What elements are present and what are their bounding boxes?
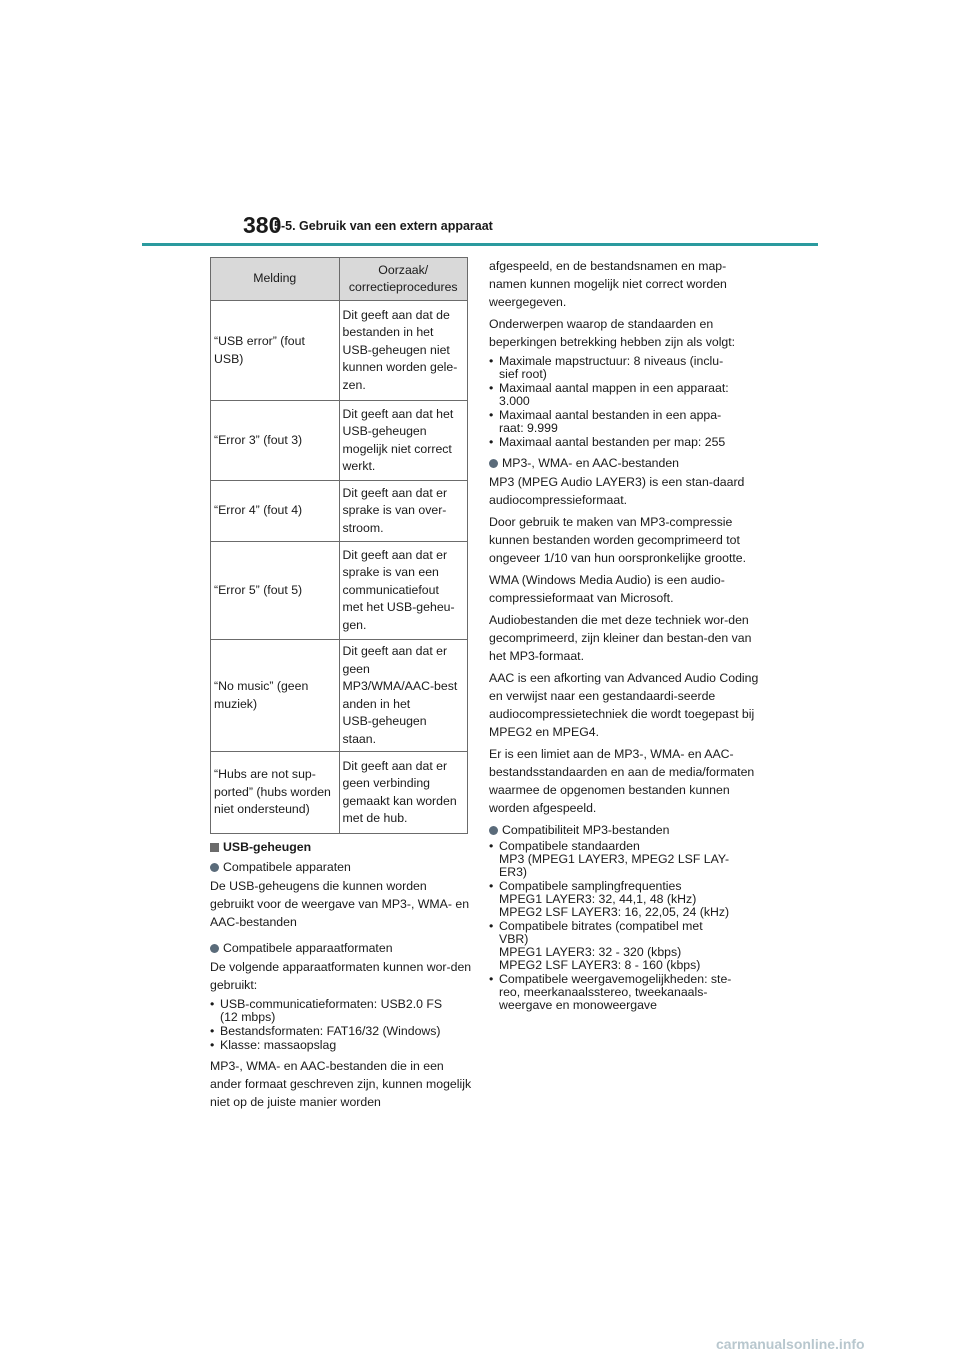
table-cell-message: “USB error” (fout USB): [211, 301, 340, 401]
compat-mp3-heading-label: Compatibiliteit MP3-bestanden: [502, 823, 670, 837]
header-rule: [142, 243, 818, 246]
compat-devices-heading-label: Compatibele apparaten: [223, 860, 351, 874]
files-heading-label: MP3-, WMA- en AAC-bestanden: [502, 456, 680, 470]
table-cell-cause: Dit geeft aan dat er sprake is van over- stroom.: [339, 481, 468, 542]
table-row: [211, 752, 468, 834]
paragraph: Er is een limiet aan de MP3-, WMA- en AAC-bestandsstandaarden en aan de media/formaten waarmee de opgenomen bestanden kunnen worden afgespeeld.: [489, 747, 755, 815]
compat-formats-text: De volgende apparaatformaten kunnen wor-den gebruikt:: [210, 960, 472, 992]
compat-formats-heading: [210, 939, 472, 957]
list-item: • Maximale mapstructuur: 8 niveaus (inclu- sief root): [489, 355, 759, 381]
list-item: • USB-communicatieformaten: USB2.0 FS (12 mbps): [210, 998, 472, 1024]
continuation-text: afgespeeld, en de bestandsnamen en map-namen kunnen mogelijk niet correct worden weergegeven.: [489, 259, 727, 309]
table-cell-message: “Error 3” (fout 3): [211, 401, 340, 481]
right-column: [489, 257, 759, 1017]
page-number: 380: [243, 212, 282, 238]
compat-mp3-heading: [489, 821, 759, 839]
section-title: 5-5. Gebruik van een extern apparaat: [274, 219, 493, 233]
circle-bullet-icon: [210, 863, 219, 872]
table-row: [211, 481, 468, 542]
table-cell-cause: Dit geeft aan dat er sprake is van een communicatiefout met het USB-geheu- gen.: [339, 542, 468, 640]
list-item: • Compatibele weergavemogelijkheden: ste- reo, meerkanaalsstereo, tweekanaals- weergave en monoweergave: [489, 973, 759, 1012]
usb-heading-label: USB-geheugen: [223, 840, 312, 854]
circle-bullet-icon: [489, 826, 498, 835]
table-cell-message: “No music” (geen muziek): [211, 640, 340, 752]
square-bullet-icon: [210, 843, 219, 852]
compat-devices-heading: [210, 858, 472, 876]
paragraph: WMA (Windows Media Audio) is een audio-compressieformaat van Microsoft.: [489, 573, 725, 605]
table-cell-cause: Dit geeft aan dat er geen verbinding gemaakt kan worden met de hub.: [339, 752, 468, 834]
table-cell-message: “Error 4” (fout 4): [211, 481, 340, 542]
circle-bullet-icon: [210, 944, 219, 953]
usb-heading: [210, 838, 472, 856]
list-item: • Maximaal aantal bestanden per map: 255: [489, 436, 759, 449]
list-item: • Maximaal aantal bestanden in een appa- raat: 9.999: [489, 409, 759, 435]
list-item: • Compatibele samplingfrequenties MPEG1 LAYER3: 32, 44,1, 48 (kHz) MPEG2 LSF LAYER3: 16, 22,05, 24 (kHz): [489, 880, 759, 919]
list-item: • Compatibele bitrates (compatibel met VBR) MPEG1 LAYER3: 32 - 320 (kbps) MPEG2 LSF LAYER3: 8 - 160 (kbps): [489, 920, 759, 972]
paragraph: MP3 (MPEG Audio LAYER3) is een stan-daard audiocompressieformaat.: [489, 475, 745, 507]
left-column: [210, 836, 472, 1115]
table-cell-message: “Error 5” (fout 5): [211, 542, 340, 640]
message-table: [210, 257, 468, 834]
files-heading: [489, 454, 759, 472]
formats-list: [210, 998, 472, 1052]
compat-devices-text: De USB-geheugens die kunnen worden gebruikt voor de weergave van MP3-, WMA- en AAC-bestanden: [210, 879, 470, 929]
list-item: • Compatibele standaarden MP3 (MPEG1 LAYER3, MPEG2 LSF LAY- ER3): [489, 840, 759, 879]
table-cell-cause: Dit geeft aan dat de bestanden in het USB-geheugen niet kunnen worden gele- zen.: [339, 301, 468, 401]
list-item: • Klasse: massaopslag: [210, 1039, 472, 1052]
paragraph: Door gebruik te maken van MP3-compressie kunnen bestanden worden gecomprimeerd tot ongeveer 1/10 van hun oorspronkelijke grootte.: [489, 515, 747, 565]
compat-formats-heading-label: Compatibele apparaatformaten: [223, 941, 393, 955]
circle-bullet-icon: [489, 459, 498, 468]
table-row: [211, 401, 468, 481]
column-header-melding: Melding: [211, 258, 340, 301]
closing-text: MP3-, WMA- en AAC-bestanden die in een ander formaat geschreven zijn, kunnen mogelijk niet op de juiste manier worden: [210, 1059, 472, 1109]
table-row: [211, 301, 468, 401]
list-item: • Bestandsformaten: FAT16/32 (Windows): [210, 1025, 472, 1038]
limits-list: [489, 355, 759, 449]
table-header-row: [211, 258, 468, 301]
table-row: [211, 640, 468, 752]
table-cell-message: “Hubs are not sup- ported” (hubs worden niet ondersteund): [211, 752, 340, 834]
column-header-oorzaak: Oorzaak/ correctieprocedures: [339, 258, 468, 301]
list-item: • Maximaal aantal mappen in een apparaat: 3.000: [489, 382, 759, 408]
table-cell-cause: Dit geeft aan dat het USB-geheugen mogelijk niet correct werkt.: [339, 401, 468, 481]
table-row: [211, 542, 468, 640]
limits-intro: Onderwerpen waarop de standaarden en beperkingen betrekking hebben zijn als volgt:: [489, 317, 736, 349]
paragraph: AAC is een afkorting van Advanced Audio Coding en verwijst naar een gestandaardi-seerde audiocompressietechniek die wordt toegepast bij MPEG2 en MPEG4.: [489, 671, 759, 739]
paragraph: Audiobestanden die met deze techniek wor-den gecomprimeerd, zijn kleiner dan bestan-den van het MP3-formaat.: [489, 613, 752, 663]
watermark: carmanualsonline.info: [716, 1336, 865, 1352]
compat-list: [489, 840, 759, 1012]
table-cell-cause: Dit geeft aan dat er geen MP3/WMA/AAC-best anden in het USB-geheugen staan.: [339, 640, 468, 752]
